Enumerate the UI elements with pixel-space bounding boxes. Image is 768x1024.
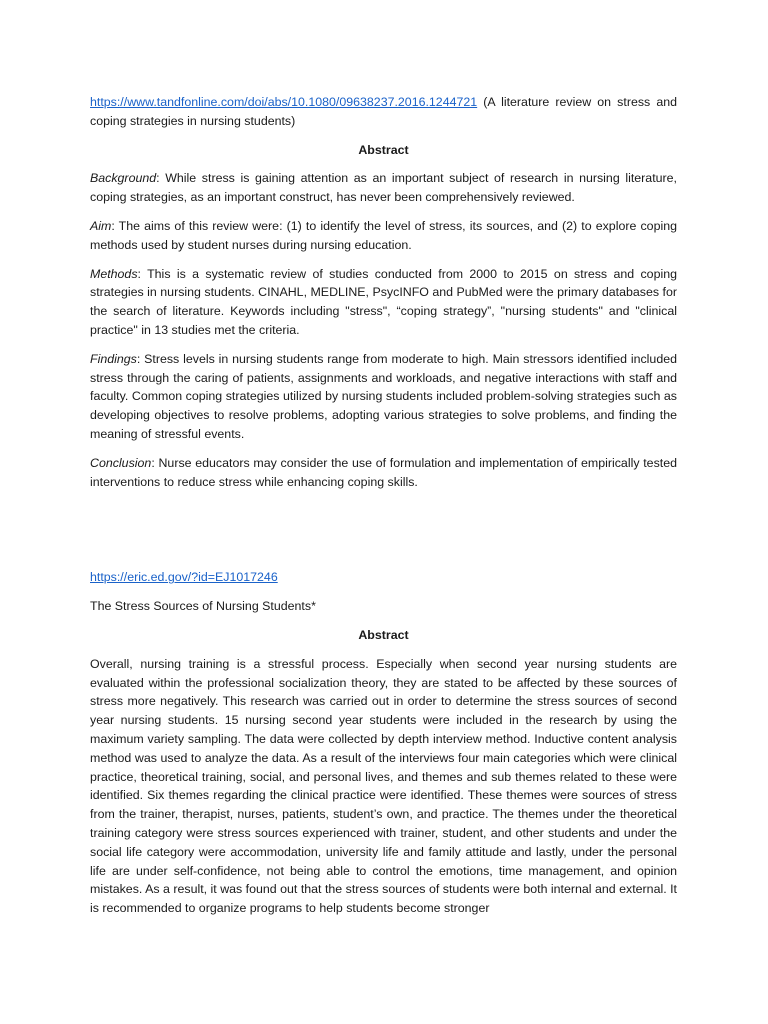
article1-reference <box>90 93 677 131</box>
article1-aim <box>90 217 677 255</box>
findings-text: : Stress levels in nursing students range from moderate to high. Main stressors identified included stress through the caring of patients, assignments and workloads, and negative interactions with staff and faculty. Common coping strategies utilized by nursing students included problem-solving strategies such as developing objectives to resolve problems, adopting various strategies to solve problems, and finding the meaning of stressful events. <box>90 351 677 441</box>
background-text: : While stress is gaining attention as an important subject of research in nursing literature, coping strategies, as an important construct, has never been comprehensively reviewed. <box>90 171 677 205</box>
article2-abstract-heading: Abstract <box>358 627 409 642</box>
article2-abstract-text: Overall, nursing training is a stressful process. Especially when second year nursing students are evaluated within the professional socialization theory, they are stated to be affected by these sources of stress more negatively. This research was carried out in order to determine the stress sources of second year nursing students. 15 nursing second year students were included in the research by using the maximum variety sampling. The data were collected by depth interview method. Inductive content analysis method was used to analyze the data. As a result of the interviews four main categories which were clinical practice, theoretical training, social, and personal lives, and themes and sub themes related to these were identified. Six themes regarding the clinical practice were identified. These themes were sources of stress from the trainer, therapist, nurses, patients, student’s own, and practice. The themes under the theoretical training category were stress sources experienced with trainer, student, and other students and under the social life category were accommodation, university life and family attitude and lastly, under the personal life are under self-confidence, not being able to control the emotions, time management, and opinion mistakes. As a result, it was found out that the stress sources of students were both internal and external. It is recommended to organize programs to help students become stronger <box>90 656 677 916</box>
article1-title-note: (A literature review on stress and coping strategies in nursing students) <box>90 95 677 128</box>
document-page <box>90 93 677 928</box>
conclusion-label: Conclusion <box>90 455 152 470</box>
article2-link[interactable]: https://eric.ed.gov/?id=EJ1017246 <box>90 570 278 585</box>
findings-label: Findings <box>90 351 137 366</box>
article2-title: The Stress Sources of Nursing Students* <box>90 599 316 614</box>
background-label: Background <box>90 171 157 186</box>
article1-background <box>90 169 677 207</box>
article2-reference <box>90 568 677 587</box>
aim-label: Aim <box>90 218 112 233</box>
article1-conclusion <box>90 454 677 492</box>
article1-methods <box>90 265 677 340</box>
methods-text: : This is a systematic review of studies conducted from 2000 to 2015 on stress and coping strategies in nursing students. CINAHL, MEDLINE, PsycINFO and PubMed were the primary databases for the search of literature. Keywords including "stress", “coping strategy”, "nursing students" and "clinical practice" in 13 studies met the criteria. <box>90 266 677 337</box>
conclusion-text: : Nurse educators may consider the use of formulation and implementation of empirically tested interventions to reduce stress while enhancing coping skills. <box>90 455 677 489</box>
article1-link[interactable]: https://www.tandfonline.com/doi/abs/10.1080/09638237.2016.1244721 <box>90 95 478 109</box>
section-spacer <box>90 501 677 568</box>
article1-abstract-heading: Abstract <box>358 142 409 157</box>
methods-label: Methods <box>90 266 138 281</box>
article1-findings <box>90 350 677 444</box>
aim-text: : The aims of this review were: (1) to identify the level of stress, its sources, and (2) to explore coping methods used by student nurses during nursing education. <box>90 218 677 252</box>
